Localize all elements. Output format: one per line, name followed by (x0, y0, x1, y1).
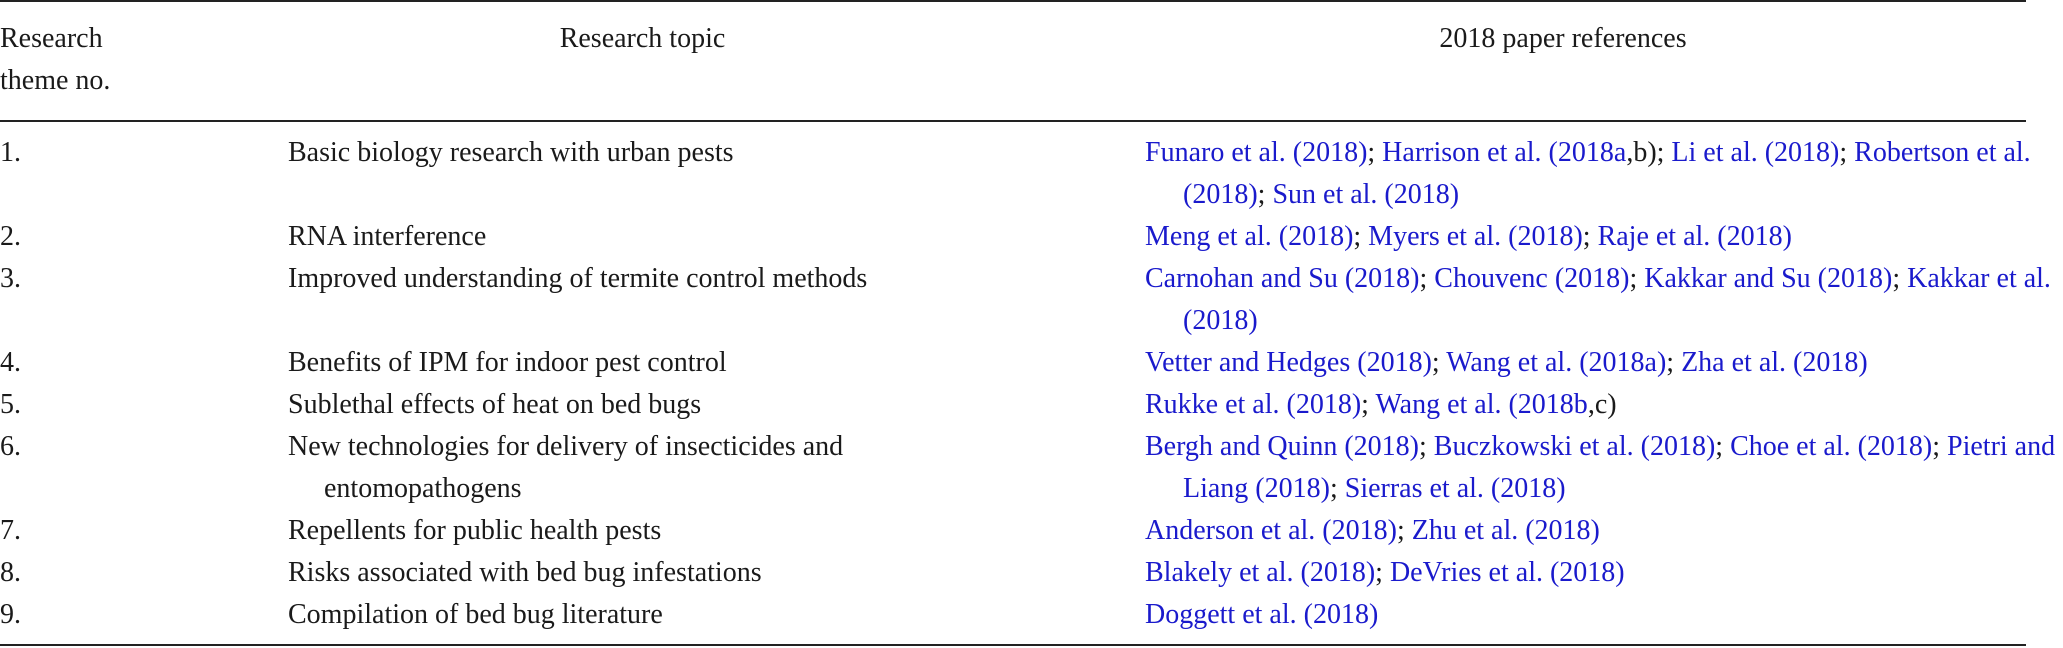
table-top-rule (0, 0, 2026, 2)
reference-link[interactable]: Zhu et al. (2018) (1411, 515, 1600, 546)
reference-link[interactable]: Raje et al. (2018) (1597, 221, 1792, 252)
reference-separator: ; (1329, 473, 1345, 504)
reference-separator: ; (1932, 431, 1948, 462)
paper-references (1145, 552, 2063, 594)
research-topic: Risks associated with bed bug infestations (288, 557, 762, 588)
research-topic: Repellents for public health pests (288, 515, 662, 546)
table-row (0, 510, 2026, 552)
theme-number: 1. (0, 137, 21, 168)
header-theme-no-line2: theme no. (0, 65, 111, 96)
theme-number: 6. (0, 431, 21, 462)
reference-separator: ; (1839, 137, 1855, 168)
reference-link[interactable]: Rukke et al. (2018) (1145, 389, 1362, 420)
reference-link[interactable]: Bergh and Quinn (2018) (1145, 431, 1419, 462)
reference-link[interactable]: Harrison et al. (2018a (1382, 137, 1627, 168)
reference-link[interactable]: Carnohan and Su (2018) (1145, 263, 1420, 294)
paper-references (1145, 594, 2063, 636)
table-row (0, 594, 2026, 636)
table-row (0, 132, 2031, 216)
table-row (0, 426, 2056, 510)
reference-separator: ; (1715, 431, 1731, 462)
research-topic: Sublethal effects of heat on bed bugs (288, 389, 702, 420)
reference-separator: ; (1419, 431, 1434, 462)
reference-separator: ; (1419, 263, 1435, 294)
header-paper-references: 2018 paper references (1439, 23, 1687, 54)
reference-link[interactable]: Vetter and Hedges (2018) (1145, 347, 1432, 378)
paper-references (1145, 426, 2063, 510)
research-topic: Improved understanding of termite control methods (288, 263, 868, 294)
theme-number: 3. (0, 263, 21, 294)
reference-separator: ; (1396, 515, 1412, 546)
research-topic: RNA interference (288, 221, 487, 252)
reference-link[interactable]: Anderson et al. (2018) (1145, 515, 1397, 546)
table-row (0, 258, 2051, 342)
research-topic: Basic biology research with urban pests (288, 137, 734, 168)
paper-references (1145, 342, 2063, 384)
table-bottom-rule (0, 644, 2026, 646)
reference-separator: ; (1666, 347, 1682, 378)
reference-link[interactable]: Robertson et al. (2018) (1183, 137, 2031, 210)
theme-number: 9. (0, 599, 21, 630)
reference-link[interactable]: Doggett et al. (2018) (1145, 599, 1379, 630)
table-row (0, 384, 2026, 426)
reference-link[interactable]: DeVries et al. (2018) (1389, 557, 1625, 588)
table-header-rule (0, 120, 2026, 122)
paper-references (1145, 384, 2063, 426)
reference-link[interactable]: Meng et al. (2018) (1145, 221, 1354, 252)
reference-separator: ; (1353, 221, 1369, 252)
reference-separator: ; (1257, 179, 1273, 210)
reference-link[interactable]: Myers et al. (2018) (1368, 221, 1583, 252)
theme-number: 8. (0, 557, 21, 588)
reference-link[interactable]: Wang et al. (2018b (1375, 389, 1588, 420)
reference-link[interactable]: Sierras et al. (2018) (1344, 473, 1566, 504)
reference-link[interactable]: Wang et al. (2018a) (1446, 347, 1667, 378)
reference-link[interactable]: Pietri and Liang (2018) (1183, 431, 2056, 504)
theme-number: 4. (0, 347, 21, 378)
reference-separator: ; (1892, 263, 1908, 294)
reference-link[interactable]: Li et al. (2018) (1671, 137, 1840, 168)
paper-references (1145, 216, 2063, 258)
header-theme-no-line1: Research (0, 23, 103, 54)
reference-link[interactable]: Kakkar and Su (2018) (1644, 263, 1893, 294)
reference-separator: ,c) (1587, 389, 1617, 420)
reference-link[interactable]: Chouvenc (2018) (1434, 263, 1630, 294)
reference-link[interactable]: Zha et al. (2018) (1681, 347, 1868, 378)
table-row (0, 552, 2026, 594)
theme-number: 5. (0, 389, 21, 420)
reference-link[interactable]: Sun et al. (2018) (1272, 179, 1460, 210)
paper-references (1145, 510, 2063, 552)
paper-references (1145, 258, 2063, 342)
research-topic: Compilation of bed bug literature (288, 599, 663, 630)
header-research-topic: Research topic (559, 23, 726, 54)
table-body (0, 132, 2056, 636)
reference-separator: ,b); (1626, 137, 1672, 168)
reference-link[interactable]: Buczkowski et al. (2018) (1433, 431, 1716, 462)
paper-references (1145, 132, 2063, 216)
table-row (0, 216, 2026, 258)
reference-separator: ; (1367, 137, 1383, 168)
reference-separator: ; (1431, 347, 1447, 378)
research-topic: New technologies for delivery of insecticides and entomopathogens (288, 431, 844, 504)
reference-separator: ; (1582, 221, 1598, 252)
research-topic: Benefits of IPM for indoor pest control (288, 347, 727, 378)
theme-number: 2. (0, 221, 21, 252)
table-row (0, 342, 2026, 384)
reference-link[interactable]: Blakely et al. (2018) (1145, 557, 1376, 588)
reference-separator: ; (1375, 557, 1390, 588)
reference-separator: ; (1629, 263, 1645, 294)
reference-link[interactable]: Kakkar et al. (2018) (1183, 263, 2051, 336)
reference-link[interactable]: Funaro et al. (2018) (1145, 137, 1368, 168)
reference-separator: ; (1361, 389, 1376, 420)
theme-number: 7. (0, 515, 21, 546)
reference-link[interactable]: Choe et al. (2018) (1730, 431, 1933, 462)
